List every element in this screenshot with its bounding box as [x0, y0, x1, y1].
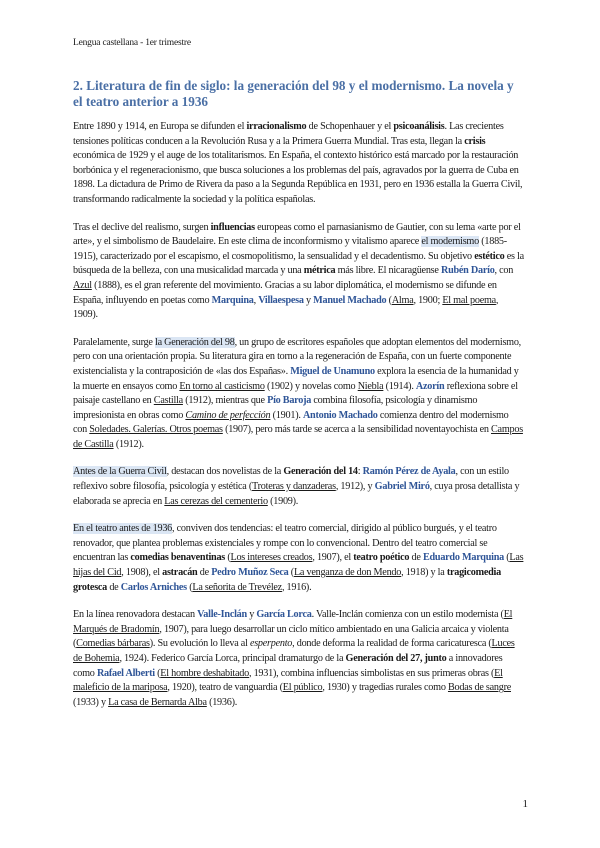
- work-title: Las hijas del Cid: [73, 552, 524, 579]
- text-run: Paralelamente, surge: [73, 336, 155, 348]
- text-run: de: [409, 552, 423, 564]
- text-run: de Schopenhauer y el: [306, 121, 394, 132]
- text-run: de: [107, 581, 121, 593]
- work-title: Bodas de sangre: [447, 682, 511, 694]
- author-name: Miguel de Unamuno: [290, 365, 375, 377]
- work-title: El Marqués de Bradomín: [73, 609, 513, 635]
- work-title: Castilla: [153, 395, 183, 407]
- highlighted-term: el modernismo: [421, 236, 479, 248]
- bold-term: crisis: [464, 135, 486, 147]
- author-name: Villaespesa: [258, 294, 304, 306]
- paragraph-teatro-renovador: [73, 608, 524, 710]
- work-title: Niebla: [357, 380, 384, 392]
- text-run: , 1907), el: [312, 552, 354, 564]
- text-run: Entre 1890 y 1914, en Europa se difunden el: [73, 121, 247, 132]
- text-run: (: [503, 552, 510, 564]
- author-name: Valle-Inclán: [197, 609, 247, 621]
- highlighted-term: En el teatro antes de 1936: [73, 523, 173, 535]
- highlighted-term: la Generación del 98: [154, 336, 235, 348]
- italic-term: esperpento: [249, 638, 293, 650]
- work-title: El maleficio de la mariposa: [73, 667, 503, 694]
- author-name: Eduardo Marquina: [422, 552, 504, 564]
- text-run: de: [197, 567, 212, 579]
- text-run: (1933) y: [73, 696, 109, 708]
- bold-term: influencias: [210, 221, 255, 233]
- text-run: , 1918) y la: [401, 567, 447, 579]
- text-run: (1912).: [113, 438, 144, 450]
- work-title: Camino de perfección: [185, 409, 271, 421]
- text-run: explora la esencia de la humanidad y la muerte en ensayos como: [73, 365, 519, 392]
- text-run: (: [186, 581, 193, 593]
- bold-term: teatro poético: [353, 552, 410, 564]
- paragraph-generacion-14: [73, 465, 524, 509]
- text-run: , 1908), el: [121, 567, 163, 579]
- text-run: (: [386, 294, 392, 306]
- text-run: (1885-1915), caracterizado por el escapismo, el cosmopolitismo, la sensualidad y el decadentismo. Su objetivo: [73, 236, 507, 262]
- bold-term: comedias benaventinas: [130, 552, 226, 564]
- text-run: europeas como el parnasianismo de Gautier, con su lema «arte por el arte», y el simbolismo de Baudelaire. En este clima de inconformismo y vitalismo aparece: [73, 221, 521, 248]
- bold-term: astracán: [162, 567, 198, 579]
- text-run: , donde deforma la realidad de forma caricaturesca (: [292, 638, 492, 650]
- text-run: (: [288, 567, 294, 579]
- body-text: [73, 120, 524, 710]
- text-run: :: [357, 466, 363, 478]
- text-run: (1912), mientras que: [182, 395, 268, 407]
- bold-term: tragicomedia grotesca: [73, 567, 501, 593]
- author-name: Rubén Darío: [440, 265, 495, 277]
- text-run: (1902) y novelas como: [264, 380, 358, 392]
- text-run: (: [225, 552, 231, 564]
- text-run: , 1900;: [413, 294, 443, 306]
- author-name: Antonio Machado: [302, 409, 378, 421]
- work-title: Luces de Bohemia: [73, 638, 515, 664]
- text-run: , 1930) y tragedias rurales como: [322, 682, 448, 694]
- work-title: El mal poema: [442, 294, 496, 306]
- work-title: Alma: [391, 294, 414, 306]
- paragraph-modernismo: [73, 221, 524, 323]
- text-run: , 1916).: [281, 581, 312, 593]
- text-run: ). Su evolución lo lleva al: [149, 638, 250, 650]
- work-title: La venganza de don Mendo: [293, 567, 402, 579]
- work-title: La casa de Bernarda Alba: [108, 696, 207, 708]
- author-name: Carlos Arniches: [120, 581, 187, 593]
- author-name: Marquina: [211, 294, 254, 306]
- text-run: y: [246, 609, 257, 621]
- text-run: , con: [494, 265, 514, 277]
- text-run: (1936).: [206, 696, 238, 708]
- text-run: , cuya prosa detallista y elaborada se aprecia en: [73, 481, 520, 507]
- text-run: (1909).: [267, 495, 299, 507]
- section-heading: 2. Literatura de fin de siglo: la generación del 98 y el modernismo. La novela y el teatro anterior a 1936: [73, 78, 514, 109]
- author-name: Azorín: [415, 380, 445, 392]
- bold-term: Generación del 14: [283, 466, 358, 478]
- text-run: , 1931), combina influencias simbolistas en sus primeras obras (: [248, 667, 495, 679]
- work-title: Los intereses creados: [230, 552, 313, 564]
- text-run: reflexiona sobre el paisaje castellano en: [73, 380, 518, 407]
- text-run: , 1920), teatro de vanguardia (: [167, 682, 283, 694]
- bold-term: estético: [474, 250, 505, 262]
- paragraph-generacion-98: [73, 336, 524, 453]
- author-name: Gabriel Miró: [374, 481, 430, 493]
- author-name: Manuel Machado: [313, 294, 387, 306]
- work-title: Comedias bárbaras: [76, 638, 150, 650]
- text-run: En la línea renovadora destacan: [73, 609, 198, 621]
- work-title: Soledades. Galerías. Otros poemas: [89, 424, 223, 436]
- paragraph-context: [73, 120, 524, 208]
- text-run: (: [154, 667, 161, 679]
- work-title: Las cerezas del cementerio: [164, 495, 268, 507]
- text-run: ,: [253, 294, 259, 306]
- bold-term: Generación del 27, junto: [345, 653, 447, 664]
- text-run: , conviven dos tendencias: el teatro comercial, dirigido al público burgués, y el teatro renovador, que plantea problemas existenciales y rompe con lo convencional. Dentro del teatro comercial se encuentran las: [73, 523, 497, 564]
- text-run: (1901).: [270, 409, 303, 421]
- bold-term: psicoanálisis: [393, 121, 445, 132]
- text-run: . Valle-Inclán comienza con un estilo modernista (: [311, 609, 504, 621]
- work-title: El público: [282, 682, 323, 694]
- work-title: La señorita de Trevélez: [192, 581, 282, 593]
- text-run: más libre. El nicaragüense: [335, 265, 441, 277]
- text-run: es la búsqueda de la belleza, con una musicalidad marcada y una: [73, 250, 524, 277]
- text-run: , destacan dos novelistas de la: [166, 466, 284, 478]
- author-name: Ramón Pérez de Ayala: [362, 466, 456, 478]
- text-run: comienza dentro del modernismo con: [73, 409, 509, 436]
- text-run: . Las crecientes tensiones políticas conducen a la Revolución Rusa y a la Primera Guerra Mundial. Tras esta, llegan la: [73, 121, 504, 147]
- author-name: Pío Baroja: [267, 395, 312, 407]
- text-run: económica de 1929 y el auge de los totalitarismos. En España, el contexto histórico está marcado por la restauración borbónica y el regeneracionismo, que busca soluciones a los problemas del país, agravados por la guerra de Cuba en 1898. La dictadura de Primo de Rivera da paso a la Segunda República en 1931, pero en 1936 estalla la Guerra Civil, transformando radicalmente la sociedad y la política españolas.: [73, 150, 523, 205]
- author-name: Pedro Muñoz Seca: [211, 567, 289, 579]
- page-number: 1: [522, 798, 528, 810]
- work-title: Campos de Castilla: [73, 424, 523, 450]
- text-run: , 1912), y: [335, 481, 375, 493]
- text-run: , con un estilo reflexivo sobre filosofía, psicología y estética (: [73, 466, 509, 493]
- running-header: Lengua castellana - 1er trimestre: [73, 38, 191, 48]
- author-name: Rafael Alberti: [96, 667, 155, 679]
- bold-term: métrica: [303, 265, 336, 277]
- text-run: (1914).: [383, 380, 416, 392]
- text-run: , 1907), para luego desarrollar un ciclo mítico ambientado en una Galicia arcaica y violenta (: [73, 623, 509, 650]
- text-run: (1888), es el gran referente del movimiento. Gracias a su labor diplomática, el modernismo se difunde en España, influyendo en poetas como: [73, 279, 497, 306]
- text-run: Tras el declive del realismo, surgen: [73, 221, 211, 233]
- text-run: a innovadores como: [73, 653, 503, 679]
- work-title: En torno al casticismo: [179, 380, 265, 392]
- bold-term: irracionalismo: [246, 121, 307, 132]
- highlighted-term: Antes de la Guerra Civil: [73, 466, 167, 478]
- text-run: (1907), pero más tarde se acerca a la sensibilidad noventayochista en: [222, 424, 492, 436]
- work-title: El hombre deshabitado: [160, 667, 249, 679]
- paragraph-teatro-comercial: [73, 522, 524, 595]
- text-run: , 1924). Federico García Lorca, principal dramaturgo de la: [119, 653, 346, 664]
- text-run: , 1909).: [73, 294, 499, 321]
- author-name: García Lorca: [256, 609, 312, 621]
- text-run: combina filosofía, psicología y dinamismo impresionista en obras como: [73, 395, 478, 421]
- work-title: Troteras y danzaderas: [252, 481, 336, 493]
- work-title: Azul: [73, 279, 92, 291]
- text-run: , un grupo de escritores españoles que adoptan elementos del modernismo, pero con una orientación propia. Su literatura gira en torno a la regeneración de España, con un fuerte componente existencialista y la contraposición de «las dos Españas».: [73, 336, 521, 377]
- text-run: y: [303, 294, 314, 306]
